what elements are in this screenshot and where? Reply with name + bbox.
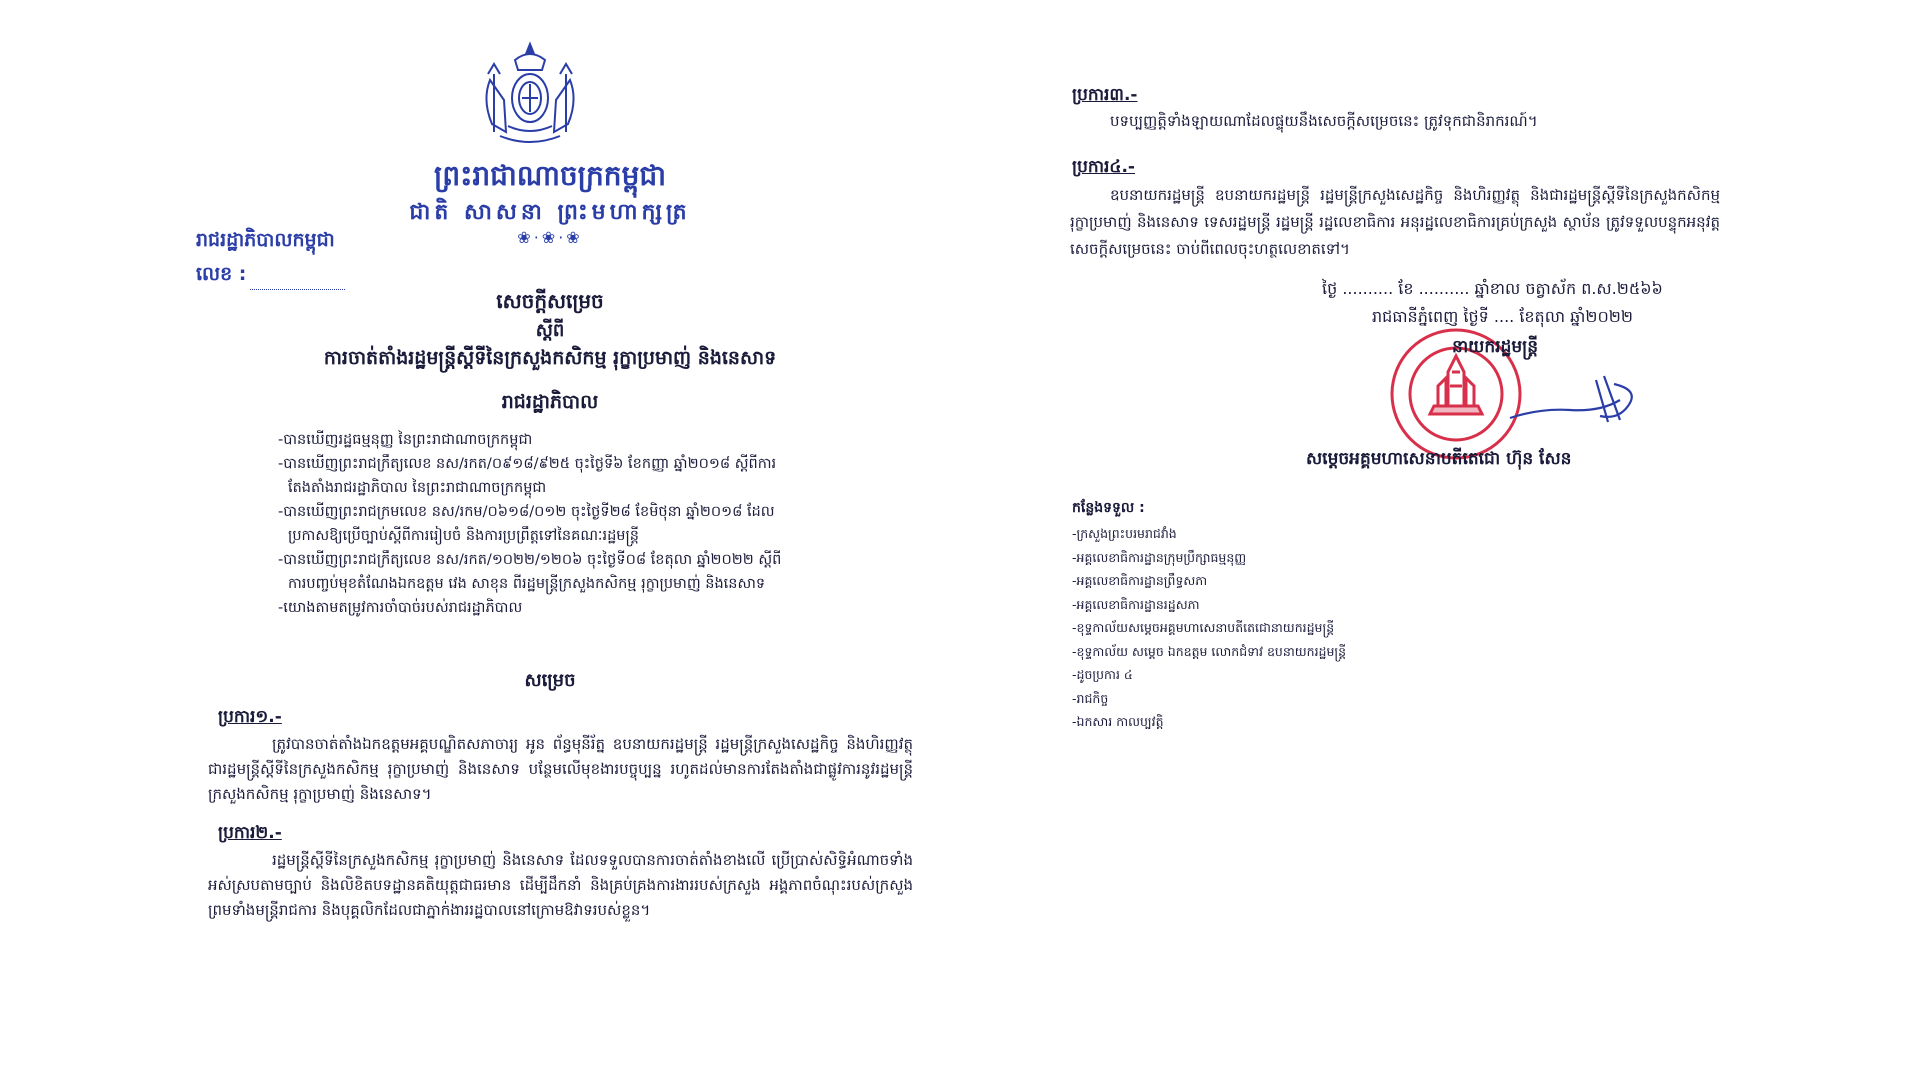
date-lunar: ថ្ងៃ .......... ខែ .......... ឆ្នាំខាល ចត្វាស័ក ព.ស.២៥៦៦ [1322, 279, 1663, 298]
government-header: រាជរដ្ឋាភិបាលកម្ពុជា [196, 229, 335, 251]
list-item: -អគ្គលេខាធិការដ្ឋានព្រឹទ្ធសភា [1072, 573, 1208, 588]
document-number [196, 262, 345, 290]
visa-line: ប្រកាសឱ្យប្រើច្បាប់ស្តីពីការរៀបចំ និងការប្រព្រឹត្តទៅនៃគណៈរដ្ឋមន្ត្រី [288, 528, 640, 544]
document-subject: ការចាត់តាំងរដ្ឋមន្ត្រីស្តីទីនៃក្រសួងកសិកម្ម រុក្ខាប្រមាញ់ និងនេសាទ [323, 347, 777, 369]
article-1-body: ត្រូវបានចាត់តាំងឯកឧត្តមអគ្គបណ្ឌិតសភាចារ្យ អូន ព័ន្ធមុនីរ័ត្ន ឧបនាយករដ្ឋមន្ត្រី រដ្ឋមន្ត្រីក្រសួងសេដ្ឋកិច្ច និងហិរញ្ញវត្ថុ ជារដ្ឋមន្ត្រីស្តីទីនៃក្រសួងកសិកម្ម រុក្ខាប្រមាញ់ និងនេសាទ បន្ថែមលើមុខងារបច្ចុប្បន្ន រហូតដល់មានការតែងតាំងជាផ្លូវការនូវរដ្ឋមន្ត្រីក្រសួងកសិកម្ម រុក្ខាប្រមាញ់ និងនេសាទ។ [208, 735, 913, 803]
recipients-list [1072, 522, 1346, 734]
subject-word: ស្តីពី [535, 320, 565, 341]
article-4-heading: ប្រការ៤.- [1072, 157, 1135, 177]
signer-name: សម្តេចអគ្គមហាសេនាបតីតេជោ ហ៊ុន សែន [1306, 449, 1572, 469]
document-type: សេចក្តីសម្រេច [496, 289, 604, 313]
ornament-divider: ❀·❀·❀ [517, 228, 583, 247]
signer-title: នាយករដ្ឋមន្ត្រី [1452, 337, 1538, 357]
visa-line: តែងតាំងរាជរដ្ឋាភិបាល នៃព្រះរាជាណាចក្រកម្ពុជា [288, 480, 547, 496]
decision-heading: សម្រេច [524, 670, 576, 691]
list-item: -អគ្គលេខាធិការដ្ឋានរដ្ឋសភា [1072, 596, 1200, 612]
visa-line: -បានឃើញព្រះរាជក្រឹត្យលេខ នស/រកត/០៩១៨/៩២៥ ចុះថ្ងៃទី៦ ខែកញ្ញា ឆ្នាំ២០១៨ ស្តីពីការ [278, 456, 777, 472]
article-3-heading: ប្រការ៣.- [1072, 85, 1138, 105]
list-item: -ខុទ្ទកាល័យសម្តេចអគ្គមហាសេនាបតីតេជោនាយករដ្ឋមន្ត្រី [1072, 620, 1335, 635]
article-2-body: រដ្ឋមន្ត្រីស្តីទីនៃក្រសួងកសិកម្ម រុក្ខាប្រមាញ់ និងនេសាទ ដែលទទួលបានការចាត់តាំងខាងលើ ប្រើប្រាស់សិទ្ធិអំណាចទាំងអស់ស្របតាមច្បាប់ និងលិខិតបទដ្ឋានគតិយុត្តជាធរមាន ដើម្បីដឹកនាំ និងគ្រប់គ្រងការងាររបស់ក្រសួង អង្គភាពចំណុះរបស់ក្រសួង ព្រមទាំងមន្ត្រីរាជការ និងបុគ្គលិកដែលជាភ្នាក់ងាររដ្ឋបាលនៅក្រោមឱវាទរបស់ខ្លួន។ [208, 851, 913, 919]
kingdom-title: ព្រះរាជាណាចក្រកម្ពុជា [433, 159, 666, 192]
issuer: រាជរដ្ឋាភិបាល [501, 391, 599, 413]
visa-list [278, 428, 898, 620]
visa-line: -បានឃើញរដ្ឋធម្មនុញ្ញ នៃព្រះរាជាណាចក្រកម្ពុជា [278, 432, 533, 448]
article-4-body: ឧបនាយករដ្ឋមន្ត្រី ឧបនាយករដ្ឋមន្ត្រី រដ្ឋមន្ត្រីក្រសួងសេដ្ឋកិច្ច និងហិរញ្ញវត្ថុ និងជារដ្ឋមន្ត្រីស្តីទីនៃក្រសួងកសិកម្ម រុក្ខាប្រមាញ់ និងនេសាទ ទេសរដ្ឋមន្ត្រី រដ្ឋមន្ត្រី រដ្ឋលេខាធិការ អនុរដ្ឋលេខាធិការគ្រប់ក្រសួង ស្ថាប័ន ត្រូវទទួលបន្ទុកអនុវត្តសេចក្តីសម្រេចនេះ ចាប់ពីពេលចុះហត្ថលេខាតទៅ។ [1070, 186, 1720, 258]
visa-line: -បានឃើញព្រះរាជក្រឹត្យលេខ នស/រកត/១០២២/១២០៦ ចុះថ្ងៃទី០៨ ខែតុលា ឆ្នាំ២០២២ ស្តីពី [278, 552, 782, 568]
handwritten-signature-icon [1500, 360, 1650, 440]
visa-line: -បានឃើញព្រះរាជក្រមលេខ នស/រកម/០៦១៨/០១២ ចុះថ្ងៃទី២៨ ខែមិថុនា ឆ្នាំ២០១៨ ដែល [278, 504, 775, 520]
right-page [1000, 0, 1800, 1080]
article-3-body: បទប្បញ្ញត្តិទាំងឡាយណាដែលផ្ទុយនឹងសេចក្តីសម្រេចនេះ ត្រូវទុកជានិរាករណ៍។ [1110, 112, 1538, 130]
list-item: -ដូចប្រការ ៤ [1072, 667, 1133, 682]
date-solar: រាជធានីភ្នំពេញ ថ្ងៃទី .... ខែតុលា ឆ្នាំ២០២២ [1372, 307, 1633, 326]
left-page [150, 0, 950, 1080]
article-1-heading: ប្រការ១.- [218, 707, 282, 727]
royal-coat-of-arms-icon [470, 40, 590, 150]
national-motto: ជាតិ សាសនា ព្រះមហាក្សត្រ [409, 200, 691, 225]
list-item: -ឯកសារ កាលប្បវត្តិ [1072, 714, 1164, 729]
list-item: -ខុទ្ទកាល័យ សម្តេច ឯកឧត្តម លោកជំទាវ ឧបនាយករដ្ឋមន្ត្រី [1072, 643, 1347, 659]
list-item: -អគ្គលេខាធិការដ្ឋានក្រុមប្រឹក្សាធម្មនុញ្ញ [1072, 549, 1247, 565]
recipients-heading: កន្លែងទទួល : [1072, 500, 1145, 516]
visa-line: -យោងតាមតម្រូវការចាំបាច់របស់រាជរដ្ឋាភិបាល [278, 600, 523, 616]
list-item: -រាជកិច្ច [1072, 690, 1109, 706]
visa-line: ការបញ្ចប់មុខតំណែងឯកឧត្តម វេង សាខុន ពីរដ្ឋមន្ត្រីក្រសួងកសិកម្ម រុក្ខាប្រមាញ់ និងនេសាទ [288, 576, 766, 592]
article-2-heading: ប្រការ២.- [218, 823, 282, 843]
number-label: លេខ : [196, 263, 247, 285]
list-item: -ក្រសួងព្រះបរមរាជវាំង [1072, 526, 1177, 541]
